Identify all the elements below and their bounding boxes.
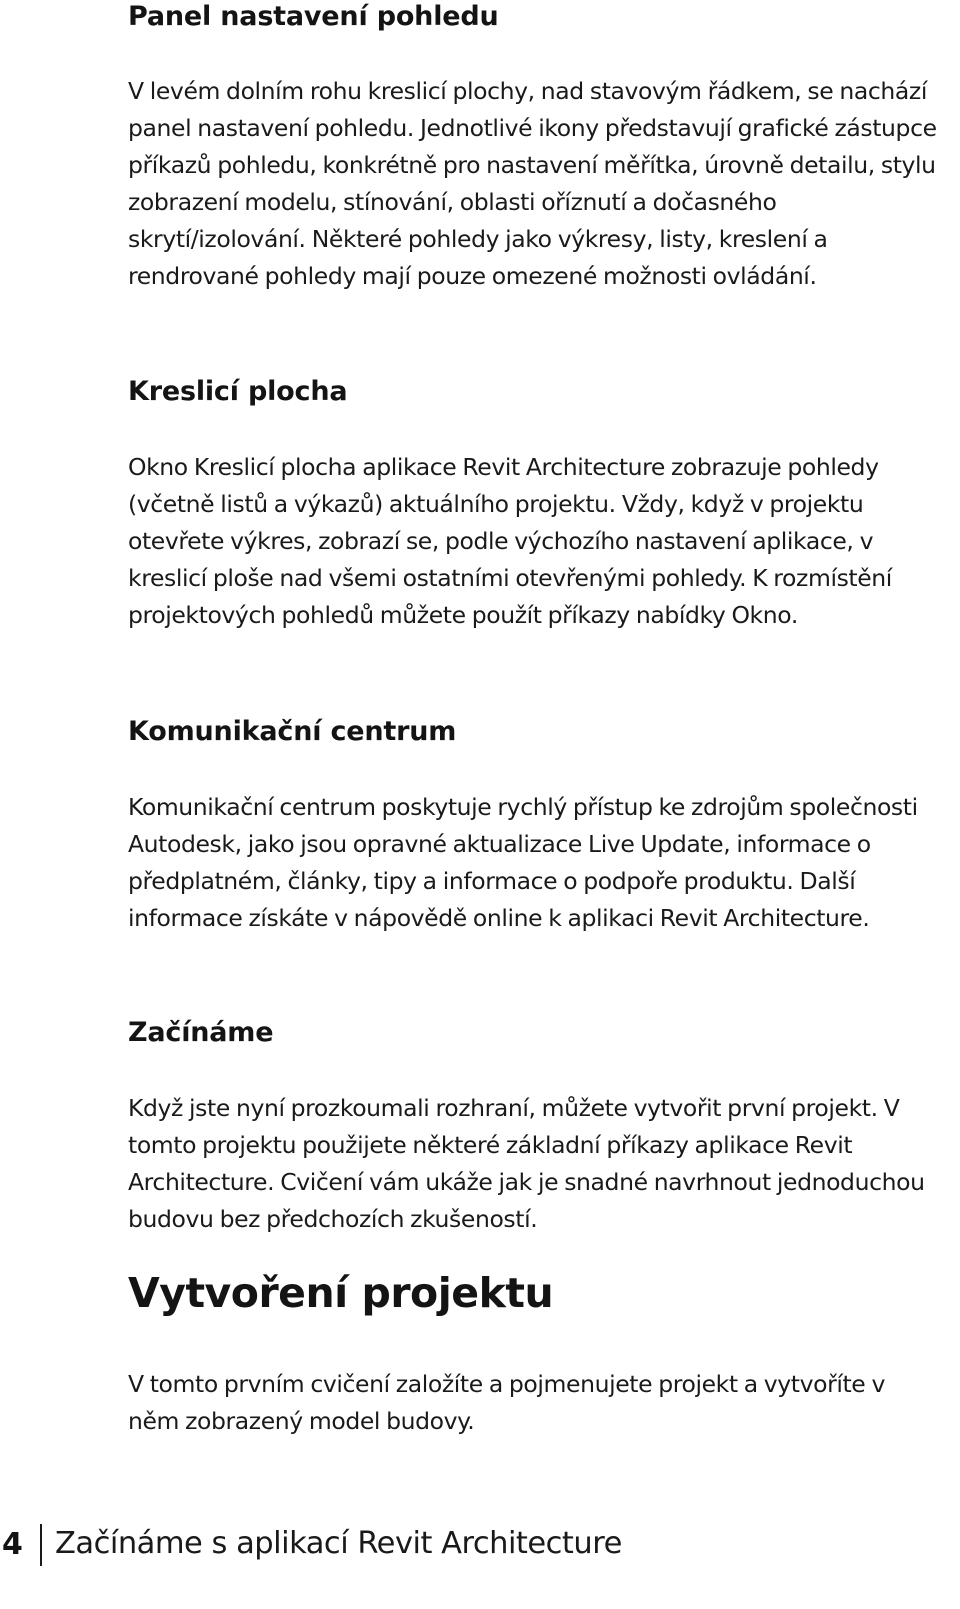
section-panel-nastaveni [128, 0, 938, 34]
section-paragraph: Komunikační centrum poskytuje rychlý přístup ke zdrojům společnosti Autodesk, jako jsou opravné aktualizace Live Update, informace o předplatném, články, tipy a informace o podpoře produktu. Další informace získáte v nápovědě online k aplikaci Revit Architecture. [128, 793, 918, 932]
page-footer [0, 1521, 960, 1567]
section-paragraph: V levém dolním rohu kreslicí plochy, nad stavovým řádkem, se nachází panel nastavení pohledu. Jednotlivé ikony představují grafické zástupce příkazů pohledu, konkrétně pro nastavení měřítka, úrovně detailu, stylu zobrazení modelu, stínování, oblasti oříznutí a dočasného skrytí/izolování. Některé pohledy jako výkresy, listy, kreslení a rendrované pohledy mají pouze omezené možnosti ovládání. [128, 77, 937, 290]
section-paragraph-block [128, 449, 938, 634]
section-komunikacni-centrum [128, 715, 938, 749]
section-paragraph: Když jste nyní prozkoumali rozhraní, můžete vytvořit první projekt. V tomto projektu použijete některé základní příkazy aplikace Revit Architecture. Cvičení vám ukáže jak je snadné navrhnout jednoduchou budovu bez předchozích zkušeností. [128, 1094, 925, 1233]
page-number: 4 [2, 1527, 23, 1562]
section-paragraph: Okno Kreslicí plocha aplikace Revit Architecture zobrazuje pohledy (včetně listů a výkazů) aktuálního projektu. Vždy, když v projektu otevřete výkres, zobrazí se, podle výchozího nastavení aplikace, v kreslicí ploše nad všemi ostatními otevřenými pohledy. K rozmístění projektových pohledů můžete použít příkazy nabídky Okno. [128, 453, 892, 629]
section-kreslici-plocha [128, 375, 938, 409]
section-zaciname [128, 1016, 938, 1050]
section-paragraph-block [128, 1090, 938, 1238]
section-paragraph-block [128, 73, 938, 295]
section-heading: Panel nastavení pohledu [128, 1, 499, 32]
section-heading: Začínáme [128, 1017, 274, 1048]
chapter-paragraph-block [128, 1366, 938, 1440]
section-paragraph-block [128, 789, 938, 937]
section-heading: Kreslicí plocha [128, 376, 348, 407]
footer-separator [40, 1524, 42, 1566]
chapter-vytvoreni-projektu [128, 1268, 938, 1318]
footer-title: Začínáme s aplikací Revit Architecture [55, 1526, 622, 1561]
chapter-heading: Vytvoření projektu [128, 1269, 554, 1317]
chapter-paragraph: V tomto prvním cvičení založíte a pojmenujete projekt a vytvoříte v něm zobrazený model budovy. [128, 1370, 885, 1435]
section-heading: Komunikační centrum [128, 716, 457, 747]
